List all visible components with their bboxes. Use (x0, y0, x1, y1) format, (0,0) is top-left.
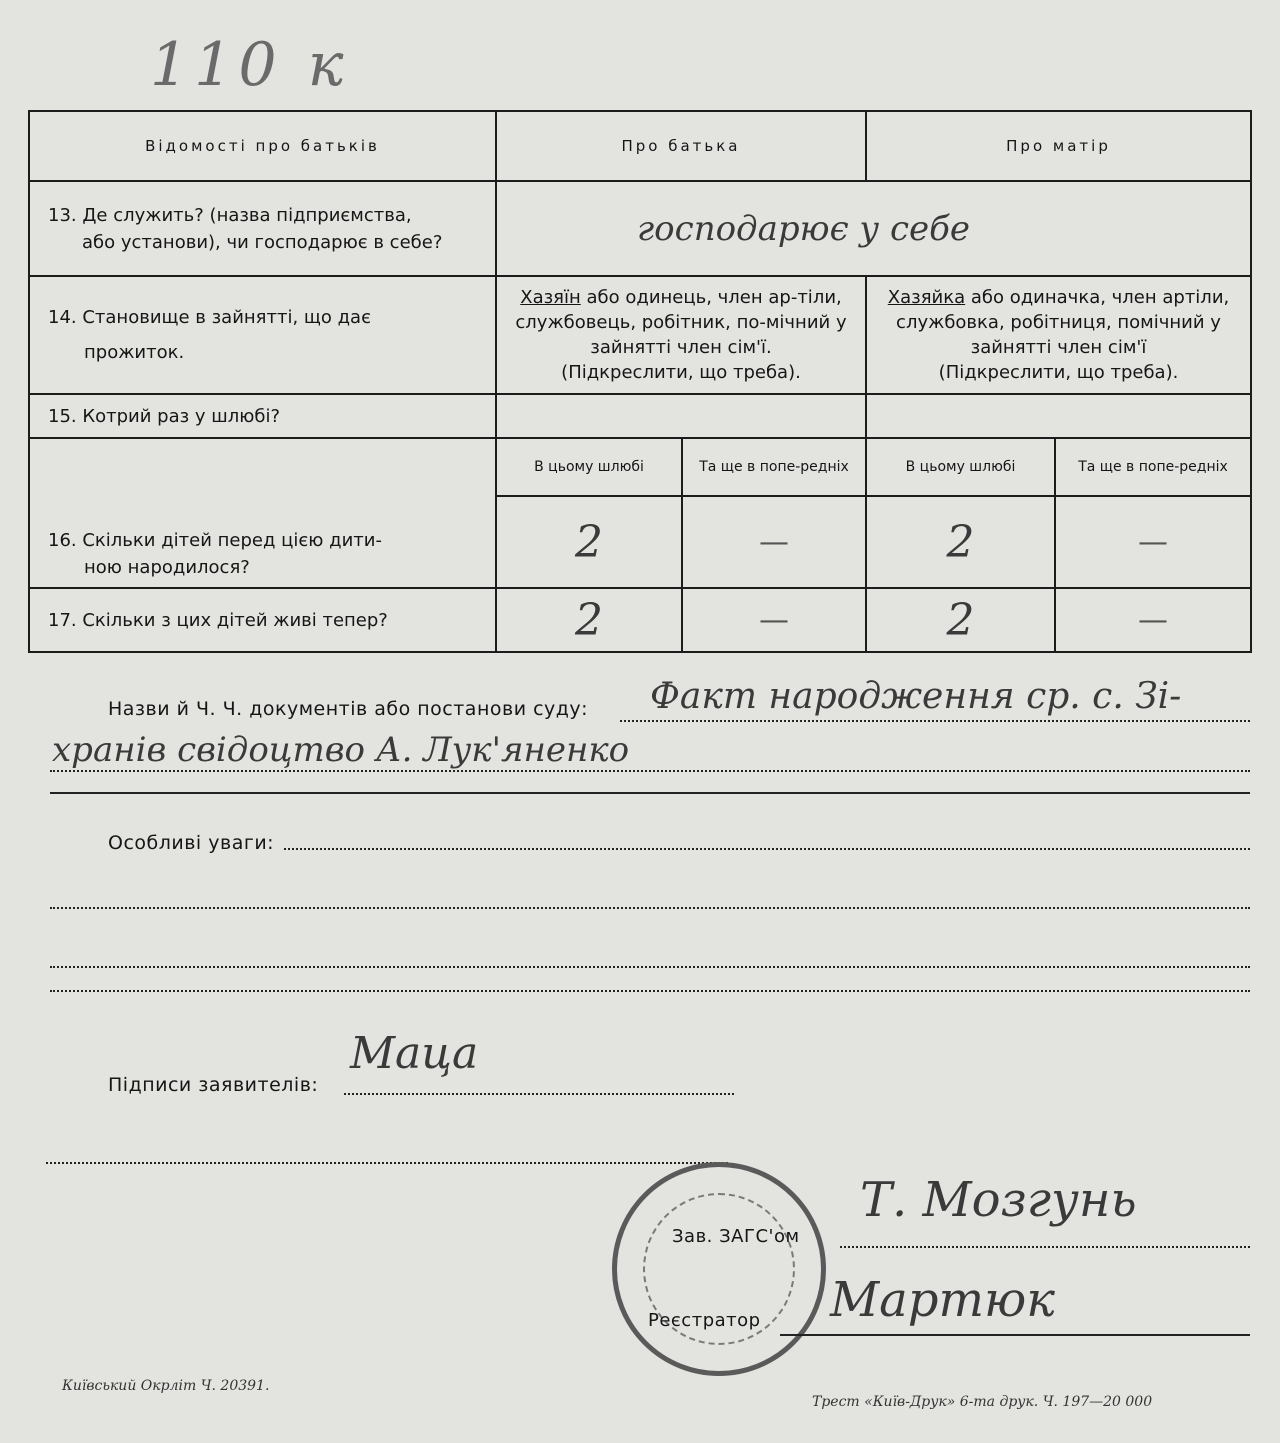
head-signature: Т. Мозгунь (860, 1172, 1137, 1228)
sub-mother-this-marriage: В цьому шлюбі (866, 438, 1055, 496)
remarks-label: Особливі уваги: (108, 832, 275, 854)
q13-answer-cell[interactable] (496, 181, 1251, 276)
header-about-father: Про батька (496, 111, 866, 181)
q14-father-options (496, 276, 866, 394)
header-parents-info: Відомості про батьків (29, 111, 496, 181)
q15-father-cell[interactable] (496, 394, 866, 438)
documents-handwritten-1[interactable]: Факт народження ср. с. Зі- (650, 676, 1182, 717)
q16-father-prev[interactable]: — (682, 496, 866, 588)
head-signature-line[interactable] (840, 1246, 1250, 1248)
signatures-line-1[interactable] (344, 1093, 734, 1095)
documents-line-2 (50, 770, 1250, 772)
signatures-line-2[interactable] (46, 1162, 728, 1164)
footer-printer-right: Трест «Київ-Друк» 6-та друк. Ч. 197—20 000 (812, 1394, 1153, 1410)
q16-father-this[interactable]: 2 (496, 496, 682, 588)
q14-father-rest: або одинець, член ар-тіли, службовець, робітник, по-мічний у зайнятті член сім'ї. (515, 287, 847, 358)
q14-mother-underlined: Хазяйка (887, 287, 966, 308)
documents-line-3 (50, 792, 1250, 794)
q14-line1: 14. Становище в зайнятті, що дає (48, 307, 371, 328)
q16-line2: ною народилося? (84, 557, 250, 578)
official-stamp (612, 1162, 826, 1376)
q14-line2: прожиток. (84, 342, 185, 363)
q14-mother-note: (Підкреслити, що треба). (938, 362, 1179, 383)
remarks-line-3[interactable] (50, 966, 1250, 968)
q17-father-prev[interactable]: — (682, 588, 866, 652)
q13-line1: 13. Де служить? (назва підприємства, (48, 204, 412, 226)
table-header-row (29, 111, 1251, 181)
footer-printer-left: Київський Окрліт Ч. 20391. (62, 1378, 270, 1394)
parents-info-table (28, 110, 1252, 653)
q14-father-underlined: Хазяїн (520, 287, 581, 308)
q14-mother-rest: або одиначка, член артіли, службовка, робітниця, помічний у зайнятті член сім'ї (896, 287, 1230, 358)
q13-label (29, 181, 496, 276)
registrar-signature: Мартюк (830, 1272, 1055, 1328)
handwritten-corner-note: 110 к (150, 30, 350, 100)
q14-label (29, 276, 496, 394)
remarks-line-4[interactable] (50, 990, 1250, 992)
applicant-signature: Маца (350, 1028, 479, 1079)
q13-line2: або установи), чи господарює в себе? (82, 231, 443, 253)
registrar-label: Реєстратор (648, 1310, 761, 1331)
q13-handwritten-answer: господарює у себе (637, 208, 970, 249)
signatures-label: Підписи заявителів: (108, 1074, 319, 1096)
head-of-registry-label: Зав. ЗАГС'ом (672, 1226, 800, 1247)
q16-mother-prev[interactable]: — (1055, 496, 1251, 588)
documents-handwritten-2[interactable]: хранів свідоцтво А. Лук'яненко (52, 730, 630, 770)
sub-father-previous: Та ще в попе-редніх (682, 438, 866, 496)
q15-mother-cell[interactable] (866, 394, 1251, 438)
row-q15 (29, 394, 1251, 438)
row-q14 (29, 276, 1251, 394)
q17-label: 17. Скільки з цих дітей живі тепер? (29, 588, 496, 652)
q14-mother-options (866, 276, 1251, 394)
q16-label (29, 438, 496, 588)
q17-mother-prev[interactable]: — (1055, 588, 1251, 652)
q17-mother-this[interactable]: 2 (866, 588, 1055, 652)
q17-father-this[interactable]: 2 (496, 588, 682, 652)
q15-label: 15. Котрий раз у шлюбі? (29, 394, 496, 438)
header-about-mother: Про матір (866, 111, 1251, 181)
documents-label: Назви й Ч. Ч. документів або постанови суду: (108, 698, 589, 720)
registrar-signature-line[interactable] (780, 1334, 1250, 1336)
q16-mother-this[interactable]: 2 (866, 496, 1055, 588)
remarks-line-1[interactable] (284, 848, 1250, 850)
row-q17 (29, 588, 1251, 652)
q14-father-note: (Підкреслити, що треба). (561, 362, 801, 383)
sub-father-this-marriage: В цьому шлюбі (496, 438, 682, 496)
documents-line-1 (620, 720, 1250, 722)
q16-line1: 16. Скільки дітей перед цією дити- (48, 530, 382, 551)
sub-mother-previous: Та ще в попе-редніх (1055, 438, 1251, 496)
row-q13 (29, 181, 1251, 276)
remarks-line-2[interactable] (50, 907, 1250, 909)
row-q16-subheader (29, 438, 1251, 496)
